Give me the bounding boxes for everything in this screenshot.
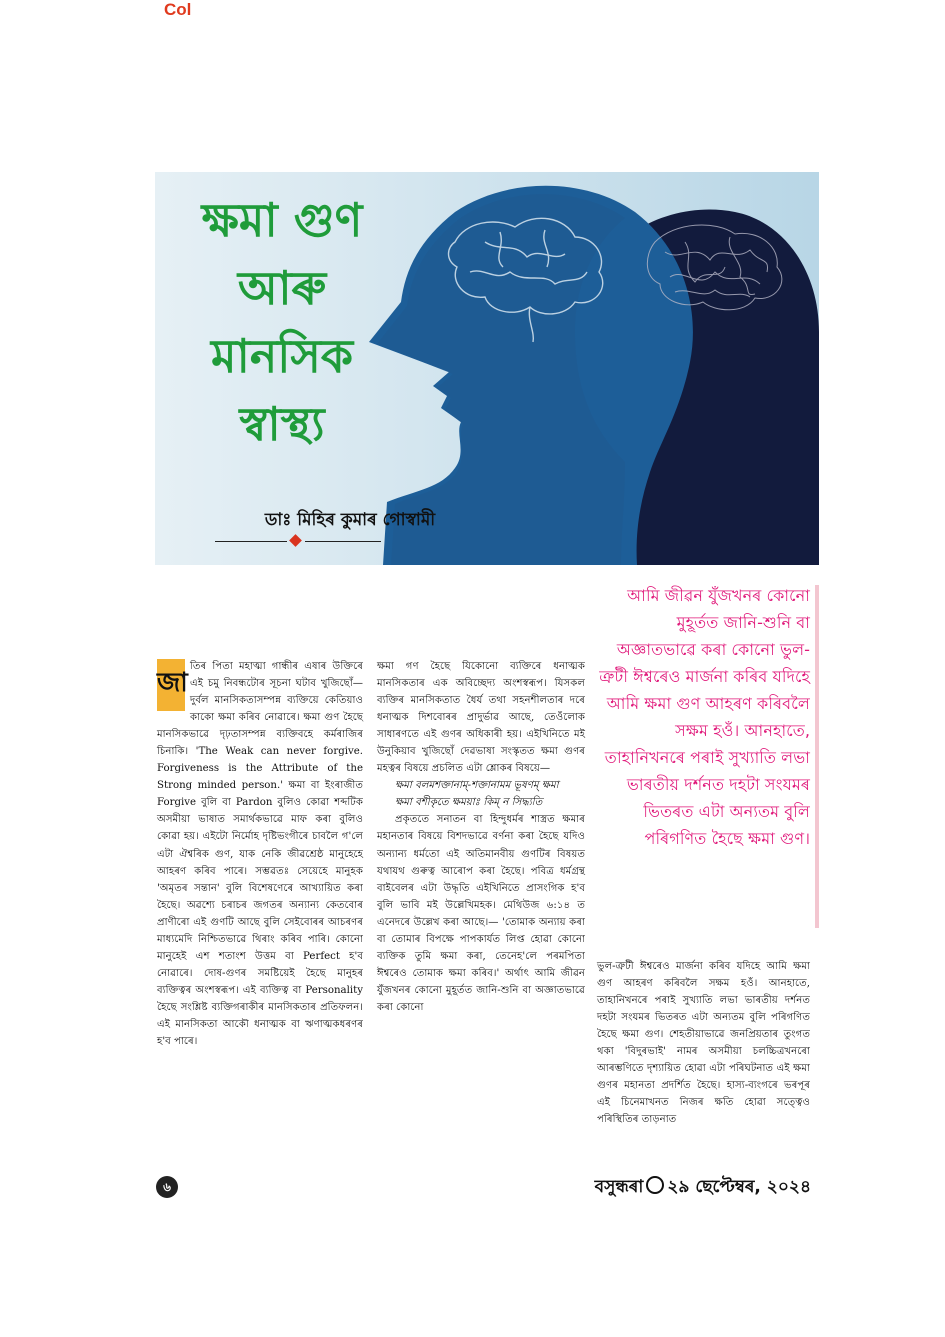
paragraph: তিৰ পিতা মহাত্মা গান্ধীৰ এষাৰ উক্তিৰে এই চমু নিবন্ধটোৰ সূচনা ঘটাব খুজিছোঁ— দুৰ্বল মানসিকতাসম্পন্ন ব্যক্তিয়ে কেতিয়াও কাকো ক্ষমা কৰিব নোৱাৰে। ক্ষমা গুণ হৈছে মানসিকভাৱে দৃঢ়তাসম্পন্ন ব্যক্তিবহে কৰ্মৰাজিৰ চিনাকি। 'The Weak can never forgive. Forgiveness is the Attribute of the Strong minded person.' ক্ষমা বা ইংৰাজীত Forgive বুলি বা Pardon বুলিও কোৱা শব্দটিক অসমীয়া ভাষাত সমাৰ্থকভাৱে মাফ কৰা বুলিও কোৱা হয়। এইটো নিৰ্মোহ দৃষ্টিভংগীৰে চাবলৈ গ'লে এটা ঐশ্বৰিক গুণ, যাক নেকি জীৱশ্ৰেষ্ঠ মানুহেহে আহৰণ কৰিব পাৰে। সম্ভৱতঃ সেয়েহে মানুহক 'অমৃতৰ সন্তান' বুলি বিশেষণেৰে আখ্যায়িত কৰা হৈছে। অৱশ্যে চৰাচৰ জগতৰ অন্যান্য কেতবোৰ প্ৰাণীৰো এই গুণটি আছে বুলি সেইবোৰৰ আচৰণৰ মাধ্যমেদি নিশ্চিতভাৱে থিৰাং কৰিব পাৰি। কোনো মানুহেই এশ শতাংশ উত্তম বা Perfect হ'ব নোৱাৰে। দোষ-গুণৰ সমষ্টিয়েই হৈছে মানুহৰ ব্যক্তিত্বৰ অংশস্বৰূপ। এই ব্যক্তিত্ব বা Personality হৈছে সংশ্লিষ্ট ব্যক্তিগৰাকীৰ মানসিকতাৰ প্ৰতিফলন। এই মানসিকতা আকৌ ধনাত্মক বা ঋণাত্মকধৰণৰ হ'ব পাৰে। <box>157 661 363 1048</box>
article-column-2 <box>377 658 585 1016</box>
hero-banner <box>155 172 819 565</box>
title-line-1: ক্ষমা গুণ <box>201 193 363 247</box>
article-title <box>167 186 397 458</box>
issue-date: ২৯ ছেপ্টেম্বৰ, ২০২৪ <box>667 1177 811 1197</box>
dropcap-box <box>157 659 188 711</box>
footer-publication <box>575 1174 811 1202</box>
paragraph: প্ৰকৃততে সনাতন বা হিন্দুধৰ্মৰ শাস্ত্ৰত ক্ষমাৰ মহানতাৰ বিষয়ে বিশদভাৱে বৰ্ণনা কৰা হৈছে যদিও অন্যান্য ধৰ্মতো এই অতিমানবীয় গুণটিৰ বিষয়ত যথাযথ গুৰুত্ব আৰোপ কৰা হৈছে। পবিত্ৰ ধৰ্মগ্ৰন্থ বাইবেলৰ এটা উদ্ধৃতি এইখিনিতে প্ৰাসংগিক হ'ব বুলি ভাবি মই উল্লেখিমহক। মেথিউজ ৬:১৪ ত এনেদৰে উল্লেখ কৰা আছে।— 'তোমাক অন্যায় কৰা বা তোমাৰ বিপক্ষে পাপকাৰ্যত লিপ্ত হোৱা কোনো ব্যক্তিক তুমি ক্ষমা কৰা, তেনেহ'লে পৰমপিতা ঈশ্বৰেও তোমাক ক্ষমা কৰিব।' অৰ্থাৎ আমি জীৱন যুঁজখনৰ কোনো মুহূৰ্তত জানি-শুনি বা অজ্ঞাতভাৱে কৰা কোনো <box>377 814 585 1013</box>
pull-quote: আমি জীৱন যুঁজখনৰ কোনো মুহূৰ্তত জানি-শুনি বা অজ্ঞাতভাৱে কৰা কোনো ভুল-ত্ৰুটী ঈশ্বৰেও মাৰ্জনা কৰিব যদিহে আমি ক্ষমা গুণ আহৰণ কৰিবলৈ সক্ষম হওঁ। আনহাতে, তাহানিখনৰে পৰাই সুখ্যাতি লভা ভাৰতীয় দৰ্শনত দহটা সংযমৰ ভিতৰত এটা অন্যতম বুলি পৰিগণিত হৈছে ক্ষমা গুণ। <box>599 586 810 848</box>
title-line-2: আৰু <box>237 261 327 315</box>
paragraph: ক্ষমা গণ হৈছে যিকোনো ব্যক্তিৰে ধনাত্মক মানসিকতাৰ এক অবিচ্ছেদ্য অংশস্বৰূপ। যিসকল ব্যক্তিৰ মানসিকতাত ধৈৰ্য তথা সহনশীলতাৰ দৰে ধনাত্মক দিশবোৰৰ প্ৰাদুৰ্ভাৱ আছে, তেওঁলোক সাধাৰণতে এই গুণৰ অধিকাৰী হয়। এইখিনিতে মই উনুকিয়াব খুজিছোঁ দেৱভাষা সংস্কৃতত ক্ষমা গুণৰ মহত্বৰ বিষয়ে প্ৰচলিত এটা শ্লোকৰ বিষয়ে— <box>377 661 585 775</box>
page-number: ৬ <box>156 1176 178 1198</box>
title-line-4: স্বাস্থ্য <box>239 397 325 451</box>
section-tag: Col <box>164 0 192 19</box>
article-column-3 <box>597 958 810 1128</box>
ornament-icon <box>646 1176 664 1194</box>
title-line-3: মানসিক <box>210 329 354 383</box>
article-column-1 <box>157 658 363 1050</box>
author-byline: ডাঃ মিহিৰ কুমাৰ গোস্বামী <box>264 510 436 530</box>
pull-quote-bar <box>815 585 819 928</box>
dropcap: জা <box>157 668 188 698</box>
publication-name: বসুন্ধৰা <box>594 1177 644 1197</box>
byline-rule-left <box>215 541 287 542</box>
paragraph: ভুল-ত্ৰুটী ঈশ্বৰেও মাৰ্জনা কৰিব যদিহে আমি ক্ষমা গুণ আহৰণ কৰিবলৈ সক্ষম হওঁ। আনহাতে, তাহানিখনৰে পৰাই সুখ্যাতি লভা ভাৰতীয় দৰ্শনত দহটা সংযমৰ ভিতৰত এটা অন্যতম বুলি পৰিগণিত হৈছে ক্ষমা গুণ। শেহতীয়াভাৱে জনপ্ৰিয়তাৰ তুংগত থকা 'বিদুৰভাই' নামৰ অসমীয়া চলচ্চিত্ৰখনৰো আৰম্ভণিতে দৃশ্যায়িত হোৱা এটা পৰিঘটনাত এই ক্ষমা গুণৰ মহানতা প্ৰদৰ্শিত হৈছে। হাস্য-ব্যংগৰে ভৰপূৰ এই চিনেমাখনত নিজৰ ক্ষতি হোৱা সত্ত্বেও পৰিস্থিতিৰ তাড়নাত <box>597 961 810 1126</box>
byline-rule-right <box>305 541 381 542</box>
verse-line-2: ক্ষমা বশীকৃতে ক্ষময়াঃ কিম্ ন সিদ্ধ্যতি <box>395 797 543 809</box>
verse-line-1: ক্ষমা বলমশক্তানাম্-শক্তানামম ভূষণম্ ক্ষমা <box>395 780 559 792</box>
